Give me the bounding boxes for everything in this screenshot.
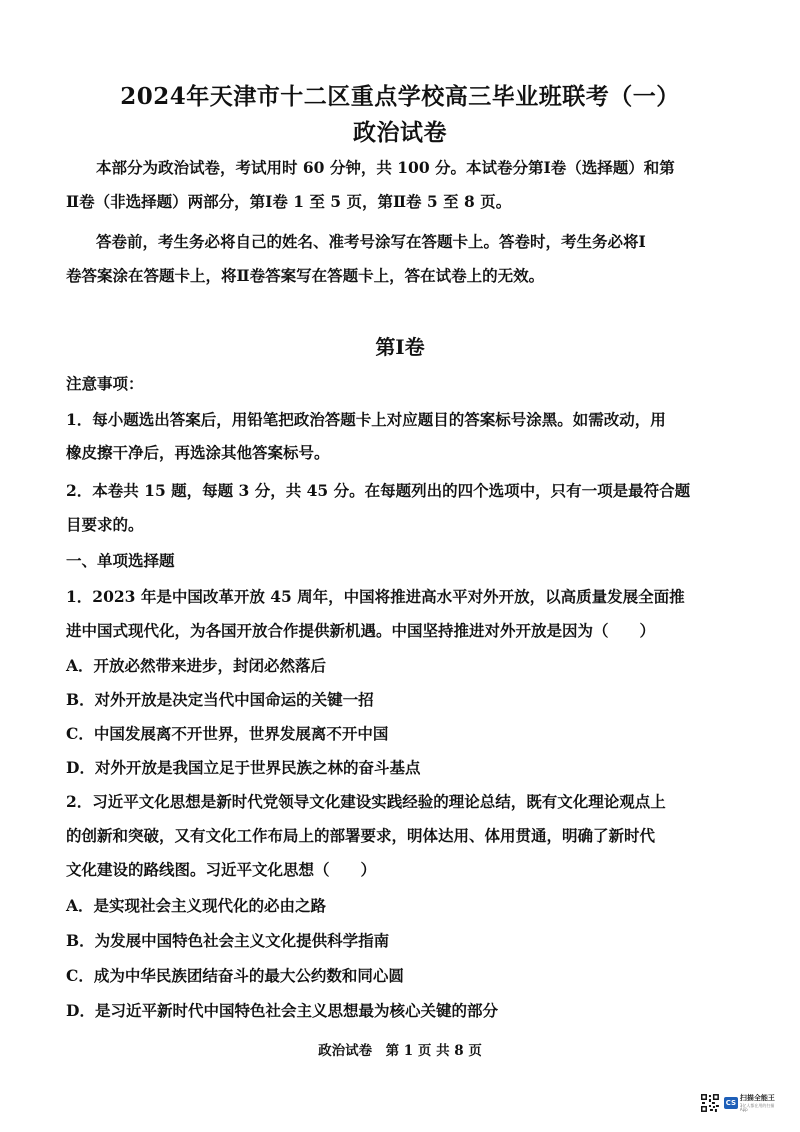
scanner-app-name: 扫描全能王: [739, 1093, 775, 1102]
question-1-option-b: B．对外开放是决定当代中国命运的关键一招: [66, 690, 374, 709]
question-2-stem-line-2: 的创新和突破，又有文化工作布局上的部署要求，明体达用、体用贯通，明确了新时代: [66, 826, 656, 845]
part-heading: 一、单项选择题: [66, 551, 175, 570]
intro-paragraph-2-line-2: 卷答案涂在答题卡上，将Ⅱ卷答案写在答题卡上，答在试卷上的无效。: [66, 266, 545, 285]
intro-paragraph-1-line-2: Ⅱ卷（非选择题）两部分，第Ⅰ卷 1 至 5 页，第Ⅱ卷 5 至 8 页。: [66, 192, 512, 211]
exam-title: 2024年天津市十二区重点学校高三毕业班联考（一）: [120, 83, 680, 110]
question-2-option-d: D．是习近平新时代中国特色社会主义思想最为核心关键的部分: [66, 1001, 498, 1020]
scanner-watermark-text: [740, 1095, 782, 1112]
question-1-stem-line-2: 进中国式现代化，为各国开放合作提供新机遇。中国坚持推进对外开放是因为（ ）: [66, 621, 656, 640]
question-2-option-a: A．是实现社会主义现代化的必由之路: [66, 896, 327, 915]
cs-logo: CS: [725, 1099, 737, 1107]
question-2-option-c: C．成为中华民族团结奋斗的最大公约数和同心圆: [66, 966, 404, 985]
scanner-app-tagline: 3亿人都在用的扫描App: [739, 1102, 775, 1112]
note-1-line-2: 橡皮擦干净后，再选涂其他答案标号。: [66, 443, 330, 462]
question-2-option-b: B．为发展中国特色社会主义文化提供科学指南: [66, 931, 390, 950]
intro-paragraph-1-line-1: 本部分为政治试卷，考试用时 60 分钟，共 100 分。本试卷分第Ⅰ卷（选择题）和第: [96, 158, 675, 177]
exam-subject-title: 政治试卷: [353, 119, 447, 146]
scanner-watermark: [700, 1091, 782, 1115]
note-2-line-2: 目要求的。: [66, 515, 144, 534]
section-title: 第Ⅰ卷: [375, 335, 425, 359]
question-1-stem-line-1: 1．2023 年是中国改革开放 45 周年，中国将推进高水平对外开放，以高质量发展全面推: [66, 587, 685, 606]
question-1-option-c: C．中国发展离不开世界，世界发展离不开中国: [66, 724, 389, 743]
question-2-stem-line-1: 2．习近平文化思想是新时代党领导文化建设实践经验的理论总结，既有文化理论观点上: [66, 792, 666, 811]
notes-heading: 注意事项：: [66, 374, 144, 393]
intro-paragraph-2-line-1: 答卷前，考生务必将自己的姓名、准考号涂写在答题卡上。答卷时，考生务必将Ⅰ: [96, 232, 646, 251]
note-2-line-1: 2．本卷共 15 题，每题 3 分，共 45 分。在每题列出的四个选项中，只有一项是最符合题: [66, 481, 691, 500]
page-footer: 政治试卷 第 1 页 共 8 页: [318, 1043, 482, 1059]
note-1-line-1: 1．每小题选出答案后，用铅笔把政治答题卡上对应题目的答案标号涂黑。如需改动，用: [66, 410, 666, 429]
question-1-option-a: A．开放必然带来进步，封闭必然落后: [66, 656, 327, 675]
qr-code-icon: [700, 1093, 720, 1113]
question-1-option-d: D．对外开放是我国立足于世界民族之林的奋斗基点: [66, 758, 421, 777]
question-2-stem-line-3: 文化建设的路线图。习近平文化思想（ ）: [66, 860, 377, 879]
